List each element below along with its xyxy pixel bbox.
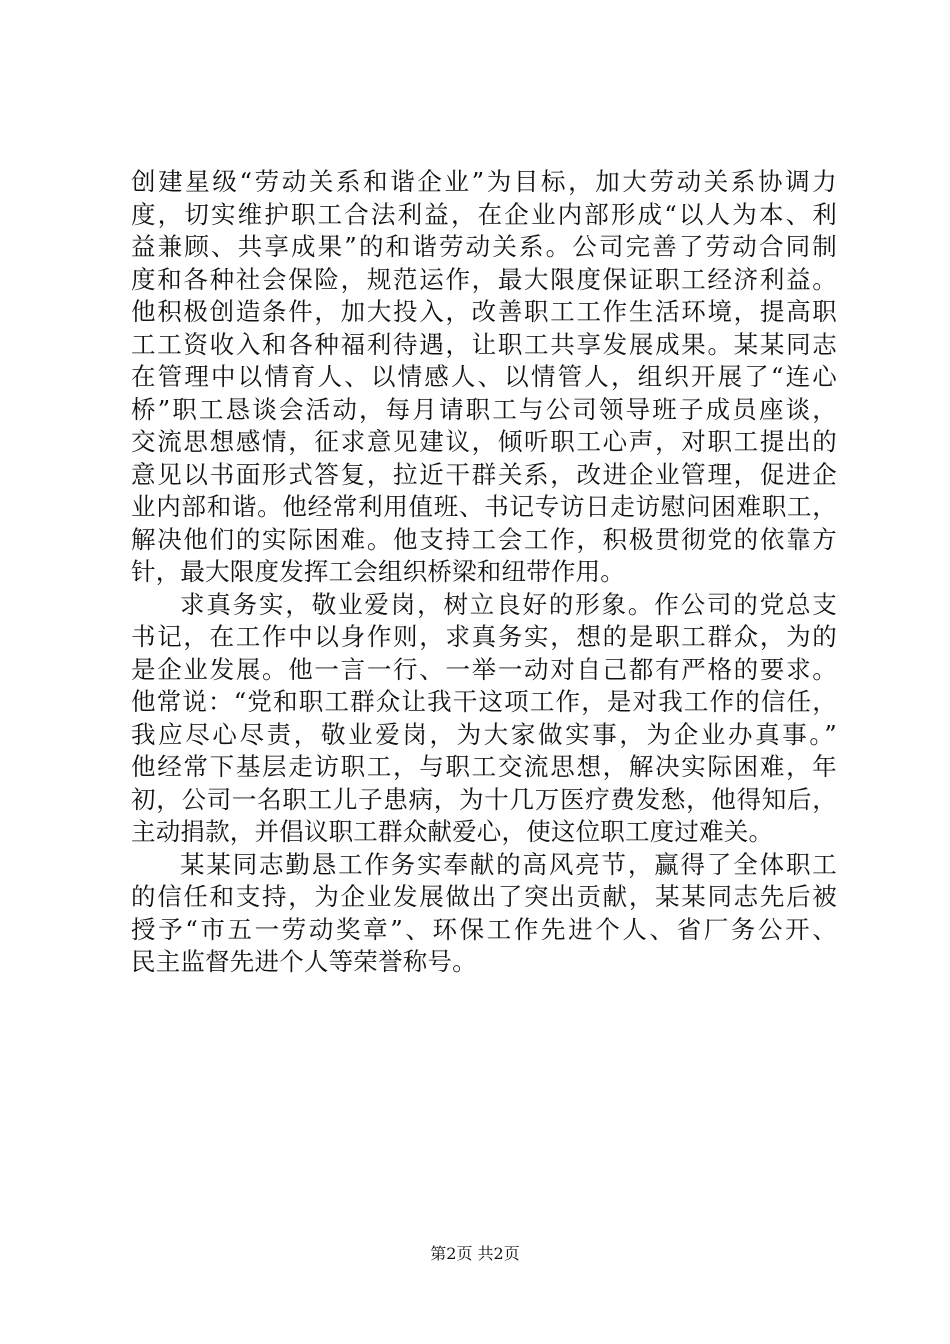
text-line: 创建星级“劳动关系和谐企业”为目标，加大劳动关系协调力 [131,167,837,196]
text-line: 益兼顾、共享成果”的和谐劳动关系。公司完善了劳动合同制 [131,232,837,261]
text-line: 书记，在工作中以身作则，求真务实，想的是职工群众，为的 [131,622,837,651]
text-line: 的信任和支持，为企业发展做出了突出贡献，某某同志先后被 [131,882,837,911]
text-line: 初，公司一名职工儿子患病，为十几万医疗费发愁，他得知后， [131,784,837,814]
text-line: 意见以书面形式答复，拉近干群关系，改进企业管理，促进企 [131,459,837,489]
text-line: 他积极创造条件，加大投入，改善职工工作生活环境，提高职 [131,297,837,326]
text-line: 他经常下基层走访职工，与职工交流思想，解决实际困难，年 [131,752,837,781]
text-line: 民主监督先进个人等荣誉称号。 [131,947,477,976]
text-line: 我应尽心尽责，敬业爱岗，为大家做实事，为企业办真事。” [131,719,837,749]
page-footer: 第2页 共2页 [430,1244,520,1263]
text-line: 授予“市五一劳动奖章”、环保工作先进个人、省厂务公开、 [131,914,837,944]
text-line: 工工资收入和各种福利待遇，让职工共享发展成果。某某同志 [131,329,837,359]
text-line: 桥”职工恳谈会活动，每月请职工与公司领导班子成员座谈， [131,394,837,424]
text-line: 度，切实维护职工合法利益，在企业内部形成“以人为本、利 [131,199,837,229]
text-line: 是企业发展。他一言一行、一举一动对自己都有严格的要求。 [131,654,837,684]
text-line: 业内部和谐。他经常利用值班、书记专访日走访慰问困难职工， [131,492,837,521]
text-line: 某某同志勤恳工作务实奉献的高风亮节，赢得了全体职工 [180,849,837,879]
text-line: 交流思想感情，征求意见建议，倾听职工心声，对职工提出的 [131,427,837,456]
text-line: 主动捐款，并倡议职工群众献爱心，使这位职工度过难关。 [131,817,774,846]
text-line: 求真务实，敬业爱岗，树立良好的形象。作公司的党总支 [180,589,837,619]
text-line: 他常说：“党和职工群众让我干这项工作，是对我工作的信任， [131,687,837,716]
document-body [131,166,837,979]
text-line: 针，最大限度发挥工会组织桥梁和纽带作用。 [131,557,625,586]
text-line: 在管理中以情育人、以情感人、以情管人，组织开展了“连心 [131,362,837,391]
text-line: 度和各种社会保险，规范运作，最大限度保证职工经济利益。 [131,264,837,294]
text-line: 解决他们的实际困难。他支持工会工作，积极贯彻党的依靠方 [131,524,837,554]
